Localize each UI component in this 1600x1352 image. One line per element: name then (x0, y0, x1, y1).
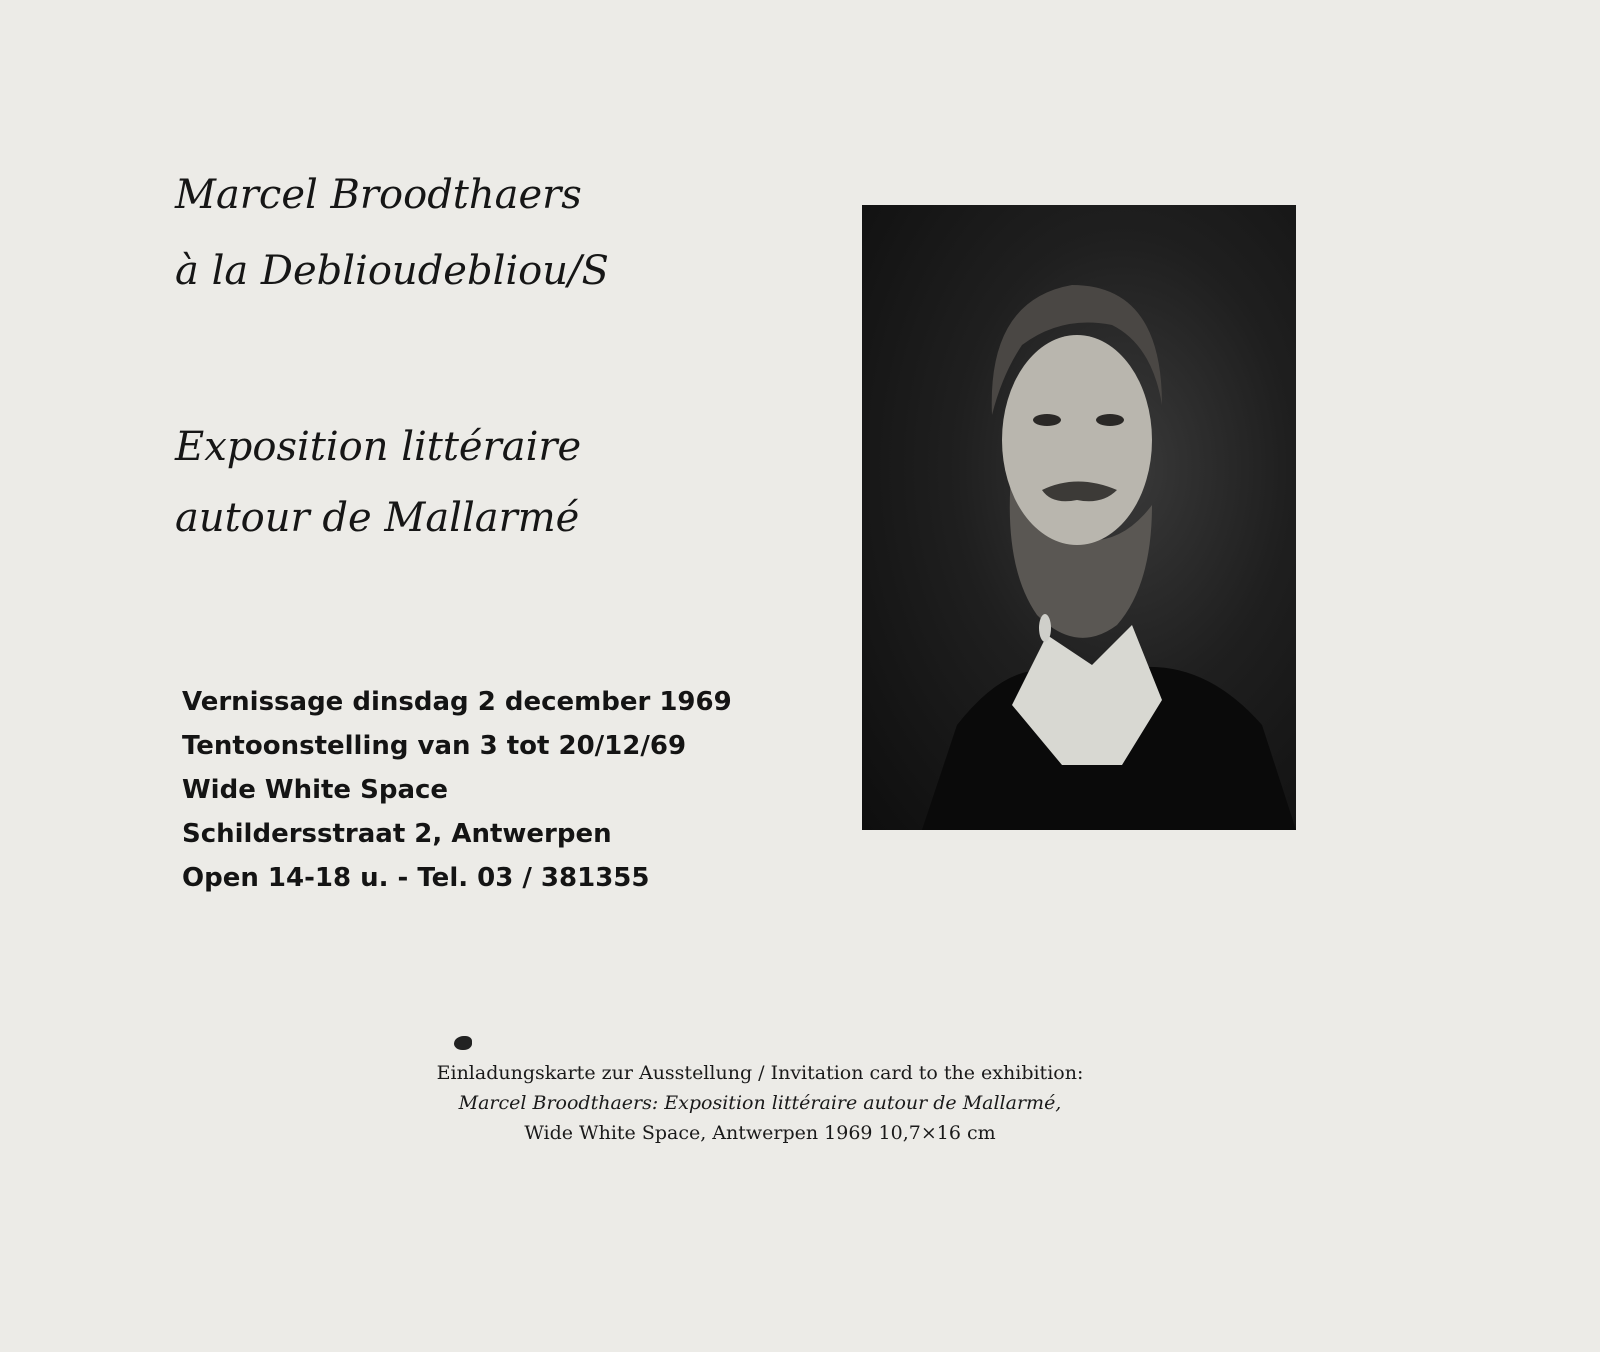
gallery-address: Schildersstraat 2, Antwerpen (182, 819, 612, 849)
exhibition-details (182, 680, 732, 900)
portrait-photo (862, 205, 1296, 830)
gallery-name: Wide White Space (182, 775, 449, 805)
title-artist-name: Marcel Broodthaers (175, 172, 582, 218)
title-subtitle: à la Deblioudebliou/S (175, 248, 609, 294)
caption-line-2: Marcel Broodthaers: Exposition littéraire autour de Mallarmé, (458, 1092, 1062, 1114)
caption-line-1: Einladungskarte zur Ausstellung / Invitation card to the exhibition: (436, 1062, 1084, 1084)
caption-line-3: Wide White Space, Antwerpen 1969 10,7×16 cm (524, 1122, 996, 1144)
figure-caption (300, 1058, 1220, 1148)
opening-date: Vernissage dinsdag 2 december 1969 (182, 687, 732, 717)
title-exhibition-line2: autour de Mallarmé (175, 495, 580, 541)
exhibition-dates: Tentoonstelling van 3 tot 20/12/69 (182, 731, 687, 761)
ink-mark (454, 1036, 472, 1050)
opening-hours-phone: Open 14-18 u. - Tel. 03 / 381355 (182, 863, 650, 893)
title-exhibition: Exposition littéraire (175, 424, 582, 470)
